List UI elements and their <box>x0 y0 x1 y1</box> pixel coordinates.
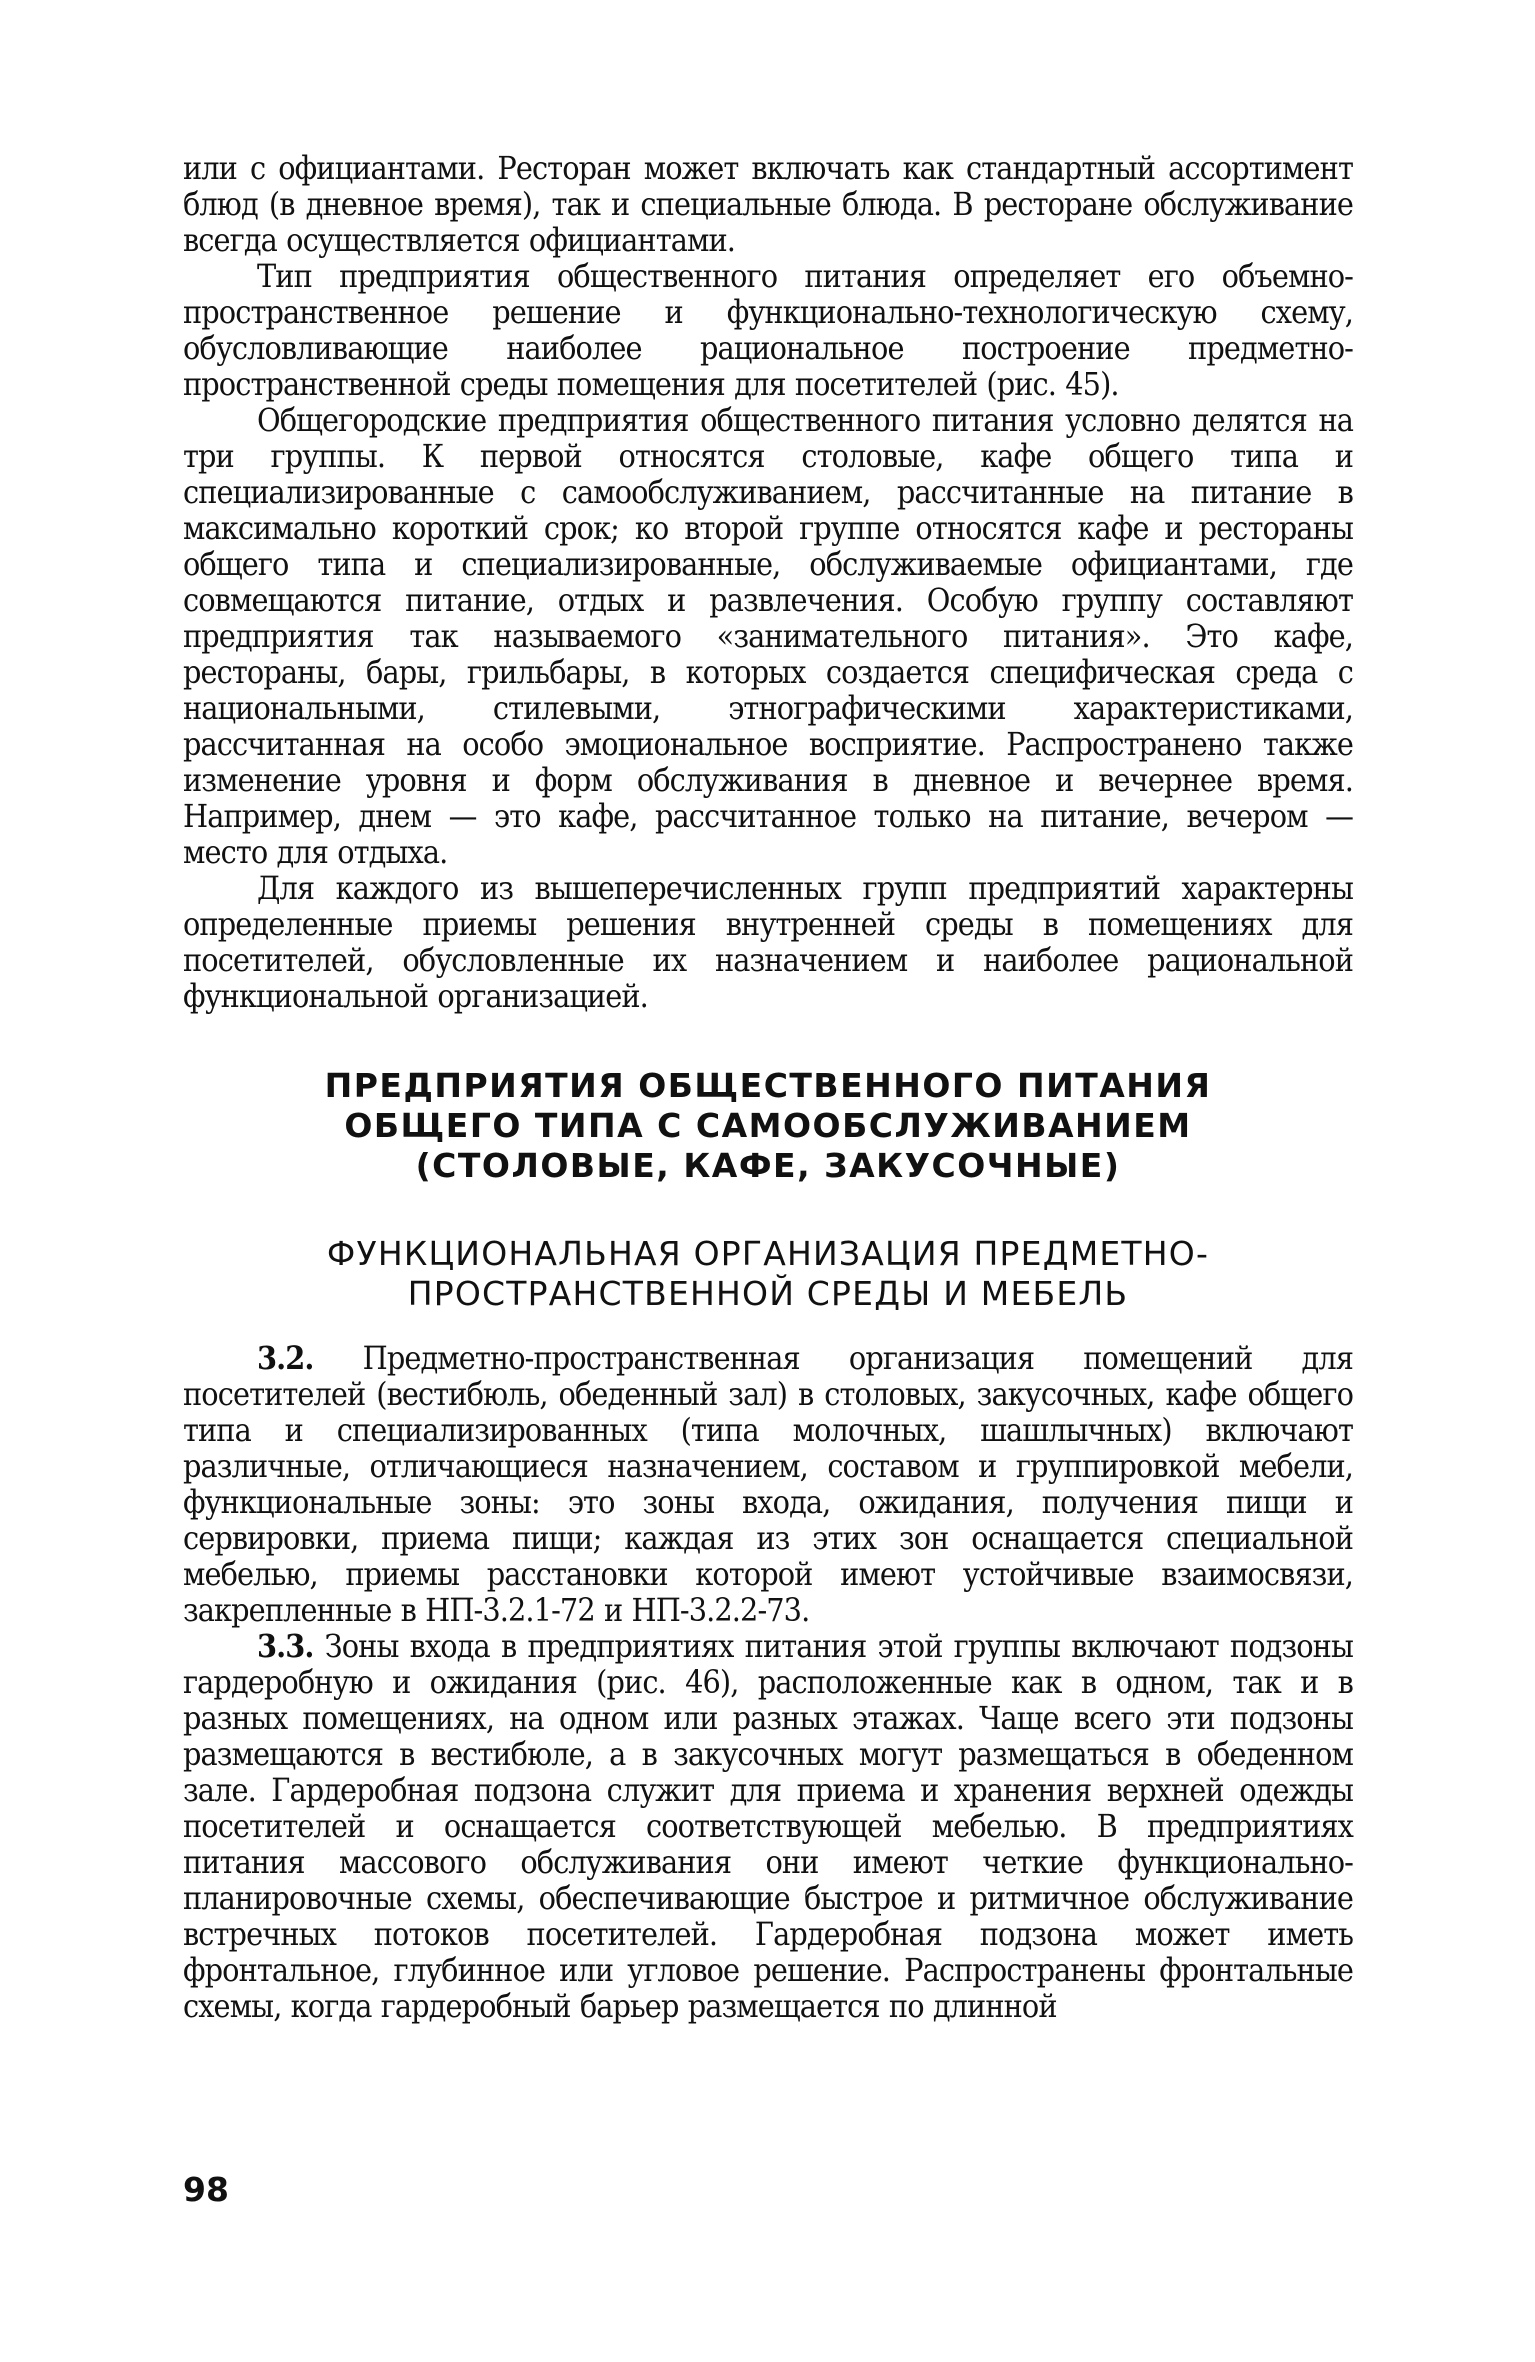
paragraph-3-2 <box>183 1340 1353 1628</box>
subsection-heading-line-1: ФУНКЦИОНАЛЬНАЯ ОРГАНИЗАЦИЯ ПРЕДМЕТНО- <box>326 1234 1210 1273</box>
spacer <box>183 1186 1353 1234</box>
paragraph-group-methods: Для каждого из вышеперечисленных групп предприятий характерны определенные приемы решения внутренней среды в помещениях для посетителей, обусловленные их назначением и наиболее рациональной функциональной организацией. <box>183 869 1353 1015</box>
text-column <box>183 150 1353 2024</box>
page-number: 98 <box>183 2170 229 2209</box>
subsection-heading-line-2: ПРОСТРАНСТВЕННОЙ СРЕДЫ И МЕБЕЛЬ <box>407 1274 1129 1313</box>
paragraph-city-groups: Общегородские предприятия общественного питания условно делятся на три группы. К первой относятся столовые, кафе общего типа и специализированные с самообслуживанием, рассчитанные на питание в максимально короткий срок; ко второй группе относятся кафе и рестораны общего типа и специализированные, обслуживаемые официантами, где совмещаются питание, отдых и развлечения. Особую группу составляют предприятия так называемого «занимательного питания». Это кафе, рестораны, бары, грильбары, в которых создается специфическая среда с национальными, стилевыми, этнографическими характеристиками, рассчитанная на особо эмоциональное восприятие. Распространено также изменение уровня и форм обслуживания в дневное и вечернее время. Например, днем — это кафе, рассчитанное только на питание, вечером — место для отдыха. <box>183 401 1353 871</box>
clause-text-3-3: Зоны входа в предприятиях питания этой группы включают подзоны гардеробную и ожидания (рис. 46), расположенные как в одном, так и в разных помещениях, на одном или разных этажах. Чаще всего эти подзоны размещаются в вестибюле, а в закусочных могут размещаться в обеденном зале. Гардеробная подзона служит для приема и хранения верхней одежды посетителей и оснащается соответствующей мебелью. В предприятиях питания массового обслуживания они имеют четкие функционально-планировочные схемы, обеспечивающие быстрое и ритмичное обслуживание встречных потоков посетителей. Гардеробная подзона может иметь фронтальное, глубинное или угловое решение. Распространены фронтальные схемы, когда гардеробный барьер размещается по длинной <box>183 1627 1353 2025</box>
section-heading-line-3: (СТОЛОВЫЕ, КАФЕ, ЗАКУСОЧНЫЕ) <box>415 1146 1121 1185</box>
paragraph-continuation: или с официантами. Ресторан может включать как стандартный ассортимент блюд (в дневное время), так и специальные блюда. В ресторане обслуживание всегда осуществляется официантами. <box>183 149 1353 259</box>
spacer <box>183 1014 1353 1066</box>
clause-number-3-2: 3.2. <box>257 1339 314 1377</box>
clause-number-3-3: 3.3. <box>257 1627 314 1665</box>
paragraph-3-3 <box>183 1628 1353 2024</box>
paragraph-enterprise-type: Тип предприятия общественного питания определяет его объемно-пространственное решение и функционально-технологическую схему, обусловливающие наиболее рациональное построение предметно-пространственной среды помещения для посетителей (рис. 45). <box>183 257 1353 403</box>
spacer <box>183 1314 1353 1340</box>
section-heading-line-2: ОБЩЕГО ТИПА С САМООБСЛУЖИВАНИЕМ <box>344 1106 1192 1145</box>
section-heading-line-1: ПРЕДПРИЯТИЯ ОБЩЕСТВЕННОГО ПИТАНИЯ <box>324 1066 1212 1105</box>
clause-text-3-2: Предметно-пространственная организация помещений для посетителей (вестибюль, обеденный зал) в столовых, закусочных, кафе общего типа и специализированных (типа молочных, шашлычных) включают различные, отличающиеся назначением, составом и группировкой мебели, функциональные зоны: это зоны входа, ожидания, получения пищи и сервировки, приема пищи; каждая из этих зон оснащается специальной мебелью, приемы расстановки которой имеют устойчивые взаимосвязи, закрепленные в НП-3.2.1-72 и НП-3.2.2-73. <box>183 1339 1353 1629</box>
